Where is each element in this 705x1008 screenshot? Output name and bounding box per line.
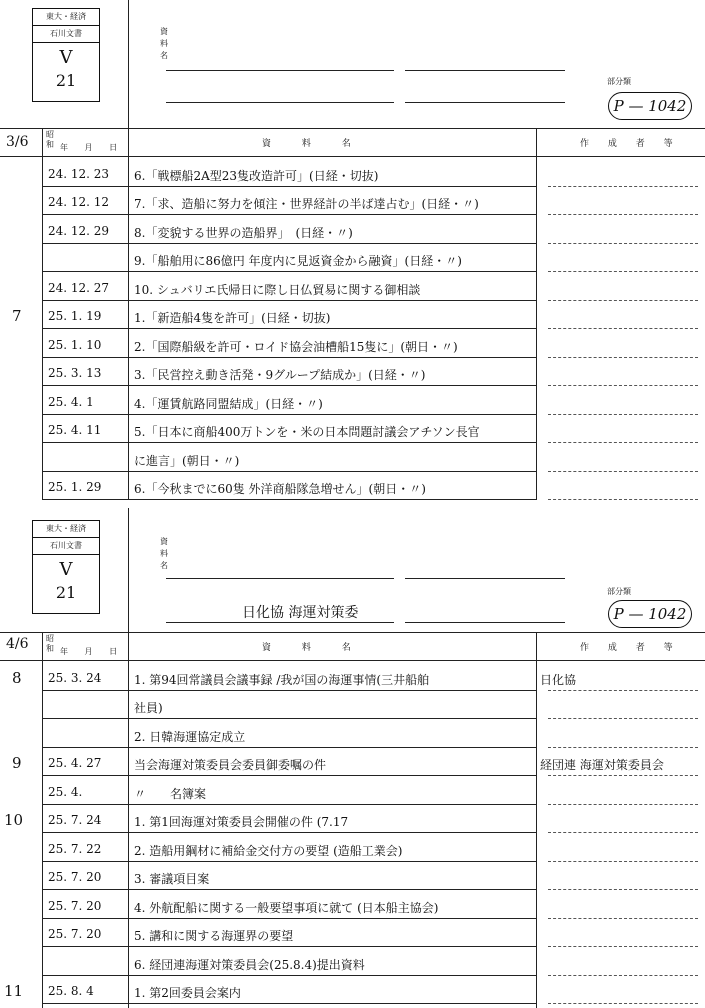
- row-material: 7.「求、造船に努力を傾注・世界経計の半ば達占む」(日経・〃): [134, 197, 479, 211]
- row-date: 25. 7. 24: [48, 813, 102, 827]
- row-material: 4.「運賃航路同盟結成」(日経・〃): [134, 396, 323, 411]
- classification-label: 部分類: [607, 77, 631, 86]
- row-material: 6. 経団連海運対策委員会(25.8.4)提出資料: [134, 957, 365, 972]
- table-row: [0, 244, 705, 273]
- row-material: 5.「日本に商船400万トンを・米の日本問題討議会アチソン長官: [134, 425, 480, 439]
- row-date: 25. 7. 20: [48, 927, 102, 941]
- table-row: [0, 415, 705, 444]
- table-row: [0, 443, 705, 472]
- table-row: [0, 301, 705, 330]
- group-mark: 10: [4, 811, 24, 829]
- row-author: 経団連 海運対策委員会: [540, 758, 664, 772]
- row-date: 25. 1. 10: [48, 337, 102, 352]
- table-row: [0, 976, 705, 1005]
- table-row: [0, 862, 705, 891]
- row-material: 8.「変貌する世界の造船界」 (日経・〃): [134, 225, 353, 240]
- archive-stamp: 東大・経済 石川文書 V 21: [32, 520, 100, 614]
- table-row: [0, 890, 705, 919]
- row-material: 社員): [134, 701, 163, 715]
- table-row: [0, 919, 705, 948]
- table-row: [0, 158, 705, 187]
- table-row: [0, 329, 705, 358]
- row-date: 25. 4.: [48, 784, 83, 799]
- row-material: 6.「今秋までに60隻 外洋商船隊急増せん」(朝日・〃): [134, 482, 426, 496]
- row-date: 25. 4. 11: [48, 423, 102, 437]
- row-date: 25. 1. 19: [48, 309, 102, 323]
- row-date: 24. 12. 29: [48, 223, 110, 238]
- group-mark: 8: [12, 668, 22, 687]
- row-date: 25. 4. 1: [48, 394, 94, 409]
- archive-stamp: 東大・経済 石川文書 V 21: [32, 8, 100, 102]
- row-material: 2. 造船用鋼材に補給金交付方の要望 (造船工業会): [134, 843, 403, 858]
- table-row: [0, 472, 705, 501]
- row-date: 24. 12. 27: [48, 280, 110, 295]
- table-row: [0, 272, 705, 301]
- classification-badge: P — 1042: [608, 92, 692, 120]
- row-material: 1. 第2回委員会案内: [134, 986, 241, 1000]
- row-date: 25. 4. 27: [48, 756, 102, 770]
- header-author: 作 成 者 等: [580, 139, 681, 149]
- row-date: 24. 12. 12: [48, 195, 110, 209]
- group-mark: 7: [12, 307, 22, 325]
- header-era: 昭和: [46, 634, 54, 653]
- table-row: [0, 691, 705, 720]
- row-material: 9.「船舶用に86億円 年度内に見返資金から融資」(日経・〃): [134, 254, 462, 268]
- row-material: 1.「新造船4隻を許可」(日経・切抜): [134, 311, 331, 325]
- table-row: [0, 776, 705, 805]
- header-date-cols: 年 月 日: [60, 143, 118, 152]
- row-material: 当会海運対策委員会委員御委嘱の件: [134, 758, 327, 772]
- row-author: 日化協: [540, 672, 577, 687]
- row-material: 1. 第94回常議員会議事録 /我が国の海運事情(三井船舶: [134, 672, 430, 687]
- header-author: 作 成 者 等: [580, 643, 681, 653]
- table-row: [0, 833, 705, 862]
- table-row: [0, 805, 705, 834]
- row-material: 〃 名簿案: [134, 786, 207, 801]
- row-material: 2. 日韓海運協定成立: [134, 729, 246, 744]
- document-sheet-2: [0, 508, 705, 1008]
- row-date: 24. 12. 23: [48, 166, 110, 181]
- classification-label: 部分類: [607, 587, 631, 596]
- row-material: 4. 外航配船に関する一般要望事項に就て (日本船主協会): [134, 900, 439, 915]
- material-title: 日化協 海運対策委: [242, 605, 359, 621]
- header-material-name: 資 料 名: [262, 139, 365, 149]
- header-date-cols: 年 月 日: [60, 647, 118, 656]
- classification-badge: P — 1042: [608, 600, 692, 628]
- table-row: [0, 386, 705, 415]
- row-date: 25. 3. 24: [48, 670, 102, 685]
- row-material: 6.「戦標船2A型23隻改造許可」(日経・切抜): [134, 168, 379, 183]
- table-row: [0, 662, 705, 691]
- row-material: 3. 審議項目案: [134, 872, 210, 886]
- material-name-label: 資料名: [160, 537, 168, 570]
- row-material: 5. 講和に関する海運界の要望: [134, 929, 294, 943]
- table-row: [0, 947, 705, 976]
- material-name-label: 資料名: [160, 27, 168, 60]
- header-material-name: 資 料 名: [262, 643, 365, 653]
- table-row: [0, 358, 705, 387]
- table-row: [0, 719, 705, 748]
- margin-date: 4/6: [6, 636, 29, 652]
- row-date: 25. 8. 4: [48, 984, 94, 998]
- row-material: に進言」(朝日・〃): [134, 453, 240, 468]
- row-date: 25. 7. 20: [48, 898, 102, 913]
- row-material: 2.「国際船級を許可・ロイド協会油槽船15隻に」(朝日・〃): [134, 339, 458, 354]
- row-material: 3.「民営控え動き活発・9グループ結成か」(日経・〃): [134, 368, 426, 382]
- row-material: 10. シュバリエ氏帰日に際し日仏貿易に関する御相談: [134, 282, 421, 297]
- row-date: 25. 7. 20: [48, 870, 102, 884]
- margin-date: 3/6: [6, 134, 29, 150]
- row-date: 25. 7. 22: [48, 841, 102, 856]
- row-date: 25. 3. 13: [48, 366, 102, 380]
- header-era: 昭和: [46, 130, 54, 149]
- table-row: [0, 215, 705, 244]
- group-mark: 11: [4, 982, 24, 1000]
- row-date: 25. 1. 29: [48, 480, 102, 494]
- group-mark: 9: [12, 754, 22, 772]
- row-material: 1. 第1回海運対策委員会開催の件 (7.17: [134, 815, 349, 829]
- table-row: [0, 748, 705, 777]
- table-row: [0, 187, 705, 216]
